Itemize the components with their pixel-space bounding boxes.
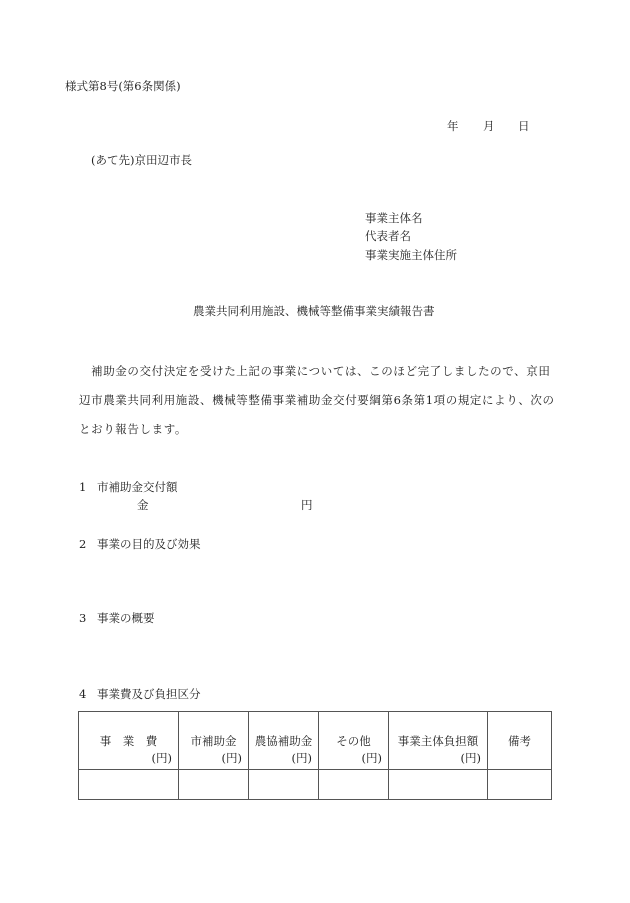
section-3-title: 事業の概要 [97,611,155,625]
table-header-row [79,712,552,770]
cell-entity-burden [389,770,488,800]
document-title: 農業共同利用施設、機械等整備事業実績報告書 [193,304,435,318]
section-4-number: 4 [79,687,87,701]
amount-prefix: 金 [137,498,149,512]
header-project-cost: 事 業 費 (円) [79,712,179,770]
body-paragraph: 補助金の交付決定を受けた上記の事業については、このほど完了しましたので、京田辺市農業共同利用施設、機械等整備事業補助金交付要綱第6条第1項の規定により、次のとおり報告します。 [79,364,555,436]
cell-project-cost [79,770,179,800]
header-remarks: 備考 [488,712,552,770]
section-3-number: 3 [79,611,87,625]
cell-remarks [488,770,552,800]
header-city-subsidy: 市補助金 (円) [179,712,249,770]
section-1-title: 市補助金交付額 [97,480,178,494]
cell-city-subsidy [179,770,249,800]
representative-label: 代表者名 [365,229,411,243]
cell-ja-subsidy [249,770,319,800]
section-1-number: 1 [79,480,87,494]
section-4-title: 事業費及び負担区分 [97,687,201,701]
date-month: 月 [483,119,495,133]
date-year: 年 [447,119,459,133]
section-2-number: 2 [79,537,87,551]
entity-name-label: 事業主体名 [365,211,423,225]
amount-unit: 円 [301,498,313,512]
cost-table [78,711,552,800]
address-label: 事業実施主体住所 [365,248,457,262]
cell-other [319,770,389,800]
date-day: 日 [518,119,530,133]
header-other: その他 (円) [319,712,389,770]
form-number: 様式第8号(第6条関係) [65,79,181,93]
header-ja-subsidy: 農協補助金 (円) [249,712,319,770]
addressee: (あて先)京田辺市長 [91,153,192,167]
section-2-title: 事業の目的及び効果 [97,537,201,551]
table-row [79,770,552,800]
header-entity-burden: 事業主体負担額 (円) [389,712,488,770]
